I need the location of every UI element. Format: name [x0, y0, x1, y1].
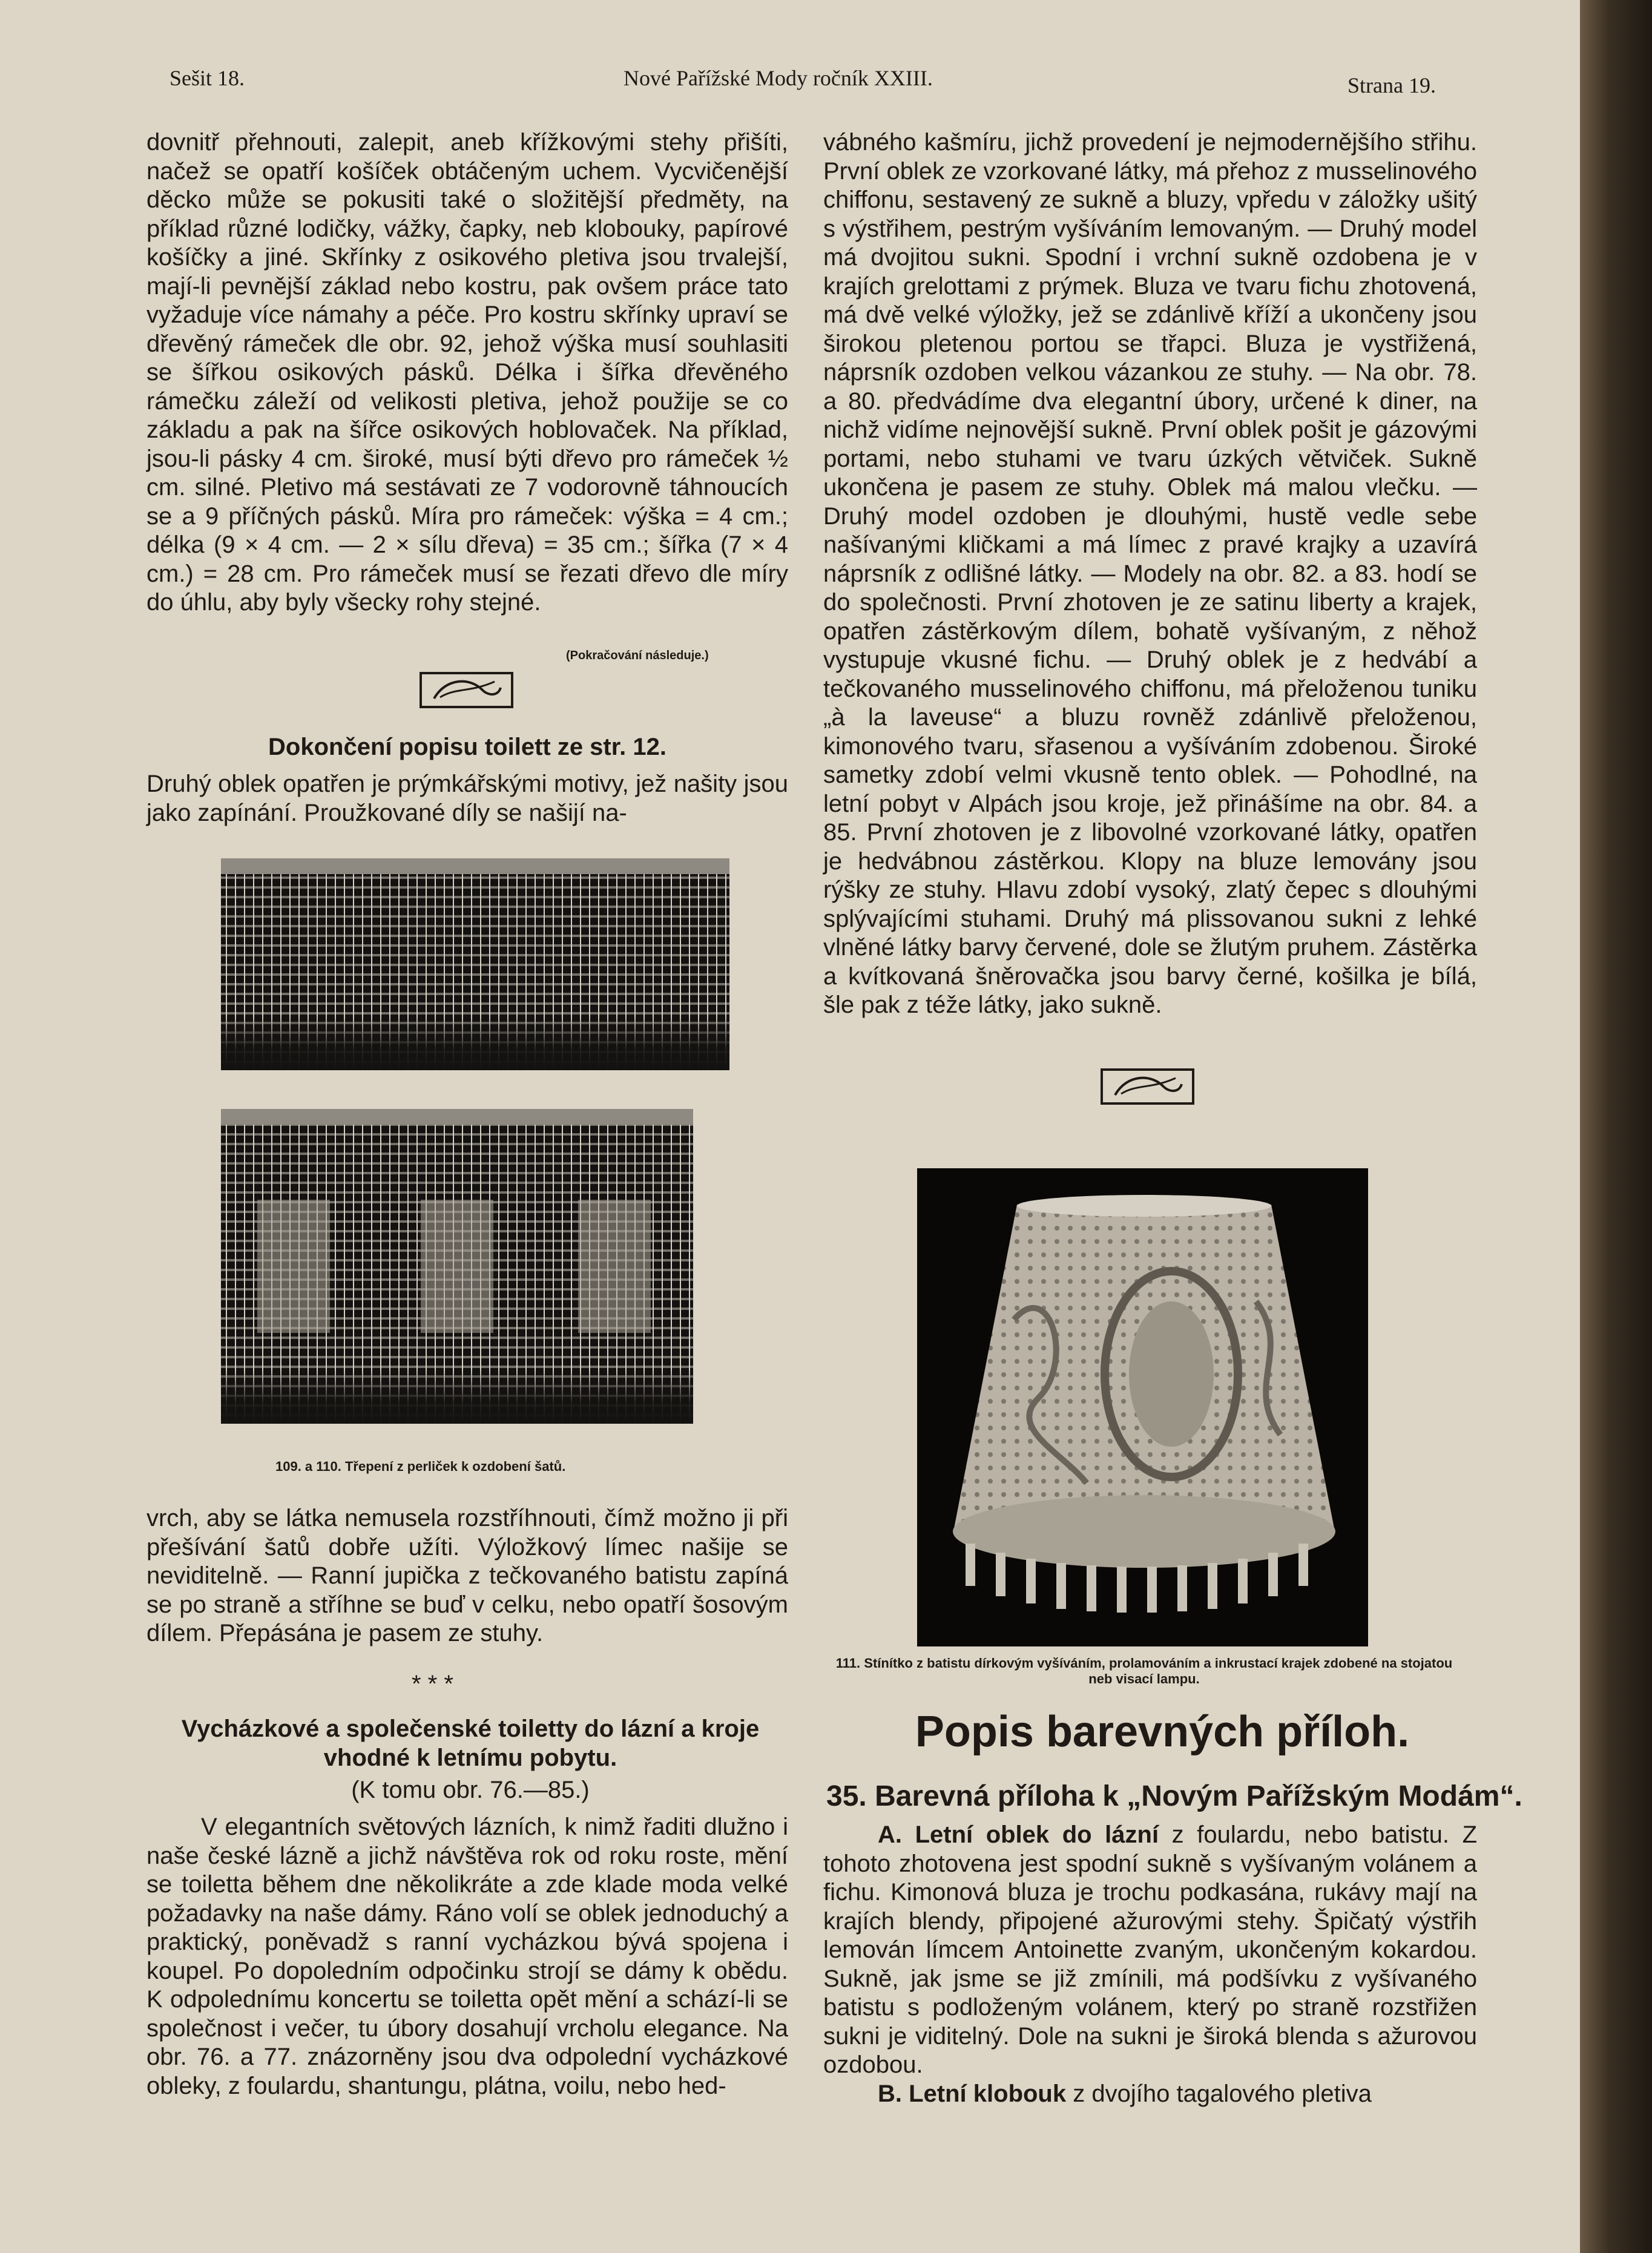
bead-fringe-image-110: [221, 1109, 693, 1424]
paragraph-models: vábného kašmíru, jichž provedení je nejmodernějšího střihu. První oblek ze vzorkované látky, má přehoz z musselinového chiffonu, sestavený ze sukně a bluzy, vpředu v záložky ušitý s výstřihem, pestrým vyšíváním lemovaným. — Druhý model má dvojitou sukni. Spodní i vrchní sukně ozdobena je v krajích grelottami z prýmek. Bluza ve tvaru fichu zhotovená, má dvě velké výložky, jež se zdánlivě kříží a ukončeny jsou širokou pletenou portou se třapci. Bluza je vystřižená, náprsník ozdoben velkou vázankou ze stuhy. — Na obr. 78. a 80. předvádíme dva elegantní úbory, určené k diner, na nichž vidíme nejnovější sukně. První oblek pošit je gázovými portami, nebo stuhami ve tvaru úzkých větviček. Sukně ukončena je pasem ze stuhy. Oblek má malou vlečku. — Druhý model ozdoben je dlouhými, hustě vedle sebe našívanými kličkami a má límec z pravé krajky a uzavírá náprsník z odlišné látky. — Modely na obr. 82. a 83. hodí se do společnosti. První zhotoven je ze satinu liberty a krajek, opatřen zástěrkovým dílem, bohatě vyšívaným, z něhož vystupuje vkusné fichu. — Druhý oblek je z hedvábí a tečkovaného musselinového chiffonu, má přeloženou tuniku „à la laveuse“ a bluzu rovněž zdánlivě přeloženou, kimonového tvaru, sřasenou a vyšíváním zdobenou. Široké sametky zdobí velmi vkusně tento oblek. — Pohodlné, na letní pobyt v Alpách jsou kroje, jež přinášíme na obr. 84. a 85. První zhotoven je z libovolné vzorkované látky, opatřen je hedvábnou zástěrkou. Klopy na bluze lemovány jsou rýšky ze stuhy. Hlavu zdobí vysoký, zlatý čepec s dlouhými splývajícími stuhami. Druhý má plissovanou sukni z lehké vlněné látky barvy červené, dole se žlutým pruhem. Zástěrka a kvítkovaná šněrovačka jsou barvy černé, košilka je bílá, šle pak z téže látky, jako sukně.: [823, 129, 1477, 1018]
paragraph-plate-a: [823, 1821, 1477, 2080]
figure-caption-111: 111. Stínítko z batistu dírkovým vyšíváním, prolamováním a inkrustací krajek zdobené na stojatou neb visací lampu.: [835, 1656, 1453, 1686]
page-number: Strana 19.: [1348, 73, 1436, 97]
plate-a-label: A. Letní oblek do lázní: [878, 1821, 1159, 1848]
left-column-mid: [146, 770, 788, 827]
plate-b-label: B. Letní klobouk: [878, 2080, 1067, 2107]
fringe-band: [221, 858, 729, 874]
magazine-title: Nové Pařížské Mody ročník XXIII.: [624, 66, 933, 90]
bead-fringe-image-109: [221, 858, 729, 1070]
heading-figure-ref: (K tomu obr. 76.—85.): [351, 1777, 590, 1803]
heading-toilette-completion: Dokončení popisu toilett ze str. 12.: [268, 734, 666, 760]
plate-b-text: z dvojího tagalového pletiva: [1066, 2080, 1372, 2107]
right-column-plates: [823, 1821, 1477, 2108]
fringe-pattern: [257, 1200, 330, 1333]
left-column-bottom: [146, 1504, 788, 1648]
book-binding: [1580, 0, 1652, 2253]
plate-a-text: z foulardu, nebo batistu. Z tohoto zhotovena jest spodní sukně s vyšívaným volánem a fichu. Kimonová bluza je trochu podkasána, rukávy mají na krajích blendy, připojené ažurovými stehy. Špičatý výstřih lemován límcem Antoinette zvaným, ukončeným kokardou. Sukně, jak jsme se již zmínili, má podšívku z vyšívaného batistu s podloženým volánem, který po straně rozstřižen sukni je viditelný. Dole na sukni je široká blenda s ažurovou ozdobou.: [823, 1821, 1477, 2078]
lampshade-photo-111: [917, 1168, 1368, 1646]
section-separator: * * *: [412, 1671, 453, 1697]
ornament-icon: [420, 672, 513, 708]
fringe-fade: [221, 1016, 729, 1070]
paragraph-jupicka: vrch, aby se látka nemusela rozstříhnouti, čímž možno ji při přešívání šatů dobře užíti. Výložkový límec našije se neviditelně. — Ranní jupička z tečkovaného batistu zapíná se po straně a stříhne se buď v celku, nebo opatří šosovým dílem. Přepásána je pasem ze stuhy.: [146, 1505, 788, 1646]
paragraph-second-dress: Druhý oblek opatřen je prýmkářskými motivy, jež našity jsou jako zapínání. Proužkované díly se našijí na-: [146, 771, 788, 826]
issue-number: Sešit 18.: [169, 66, 245, 90]
heading-spa-toilettes: Vycházkové a společenské toiletty do lázní a kroje vhodné k letnímu pobytu.: [181, 1715, 760, 1771]
subsection-title-plate-35: 35. Barevná příloha k „Novým Pařížským Modám“.: [826, 1780, 1522, 1812]
figure-caption-109-110: 109. a 110. Třepení z perliček k ozdobení šatů.: [275, 1459, 566, 1474]
right-column-top: [823, 128, 1477, 1020]
paragraph-spas: V elegantních světových lázních, k nimž řaditi dlužno i naše české lázně a jichž návštěva rok od roku roste, mění se toiletta během dne několikráte a zde klade moda velké požadavky na naše dámy. Ráno volí se oblek jednoduchý a praktický, poněvadž s ranní vycházkou bývá spojena i koupel. Po dopoledním odpočinku strojí se dámy k obědu. K odpolednímu koncertu se toiletta opět mění a schází-li se společnost i večer, tu úbory dosahují vrcholu elegance. Na obr. 76. a 77. znázorněny jsou dva odpolední vycházkové obleky, z foulardu, shantungu, plátna, voilu, nebo hed-: [146, 1814, 788, 2099]
fringe-pattern: [421, 1200, 493, 1333]
fringe-fade: [221, 1369, 693, 1424]
left-column-spa: [146, 1813, 788, 2100]
fringe-band: [221, 1109, 693, 1125]
paragraph-baskets: dovnitř přehnouti, zalepit, aneb křížkovými stehy přišíti, načež se opatří košíček obtáčeným uchem. Vycvičenější děcko může se pokusiti také o složitější předměty, na příklad různé lodičky, vážky, čapky, neb klobouky, papírové košíčky a jiné. Skřínky z osikového pletiva jsou trvalejší, mají-li pevnější základ nebo kostru, pak ovšem práce tato vyžaduje více námahy a péče. Pro kostru skřínky upraví se dřevěný rámeček dle obr. 92, jehož výška musí souhlasiti se šířkou osikových pásků. Délka i šířka dřevěného rámečku záleží od velikosti pletiva, jehož použije se co základu a pak na šířce osikových hoblovaček. Na příklad, jsou-li pásky 4 cm. široké, musí býti dřevo pro rámeček ½ cm. silné. Pletivo má sestávati ze 7 vodorovně táhnoucích se a 9 příčných pásků. Míra pro rámeček: výška = 4 cm.; délka (9 × 4 cm. — 2 × sílu dřeva) = 35 cm.; šířka (7 × 4 cm.) = 28 cm. Pro rámeček musí se řezati dřevo dle míry do úhlu, aby byly všecky rohy stejné.: [146, 129, 788, 616]
left-column-top: [146, 128, 788, 617]
paragraph-plate-b: [823, 2080, 1477, 2109]
section-title-color-plates: Popis barevných příloh.: [915, 1708, 1410, 1756]
continued-note: (Pokračování následuje.): [566, 649, 709, 662]
fringe-pattern: [578, 1200, 651, 1333]
ornament-icon: [1101, 1068, 1194, 1105]
